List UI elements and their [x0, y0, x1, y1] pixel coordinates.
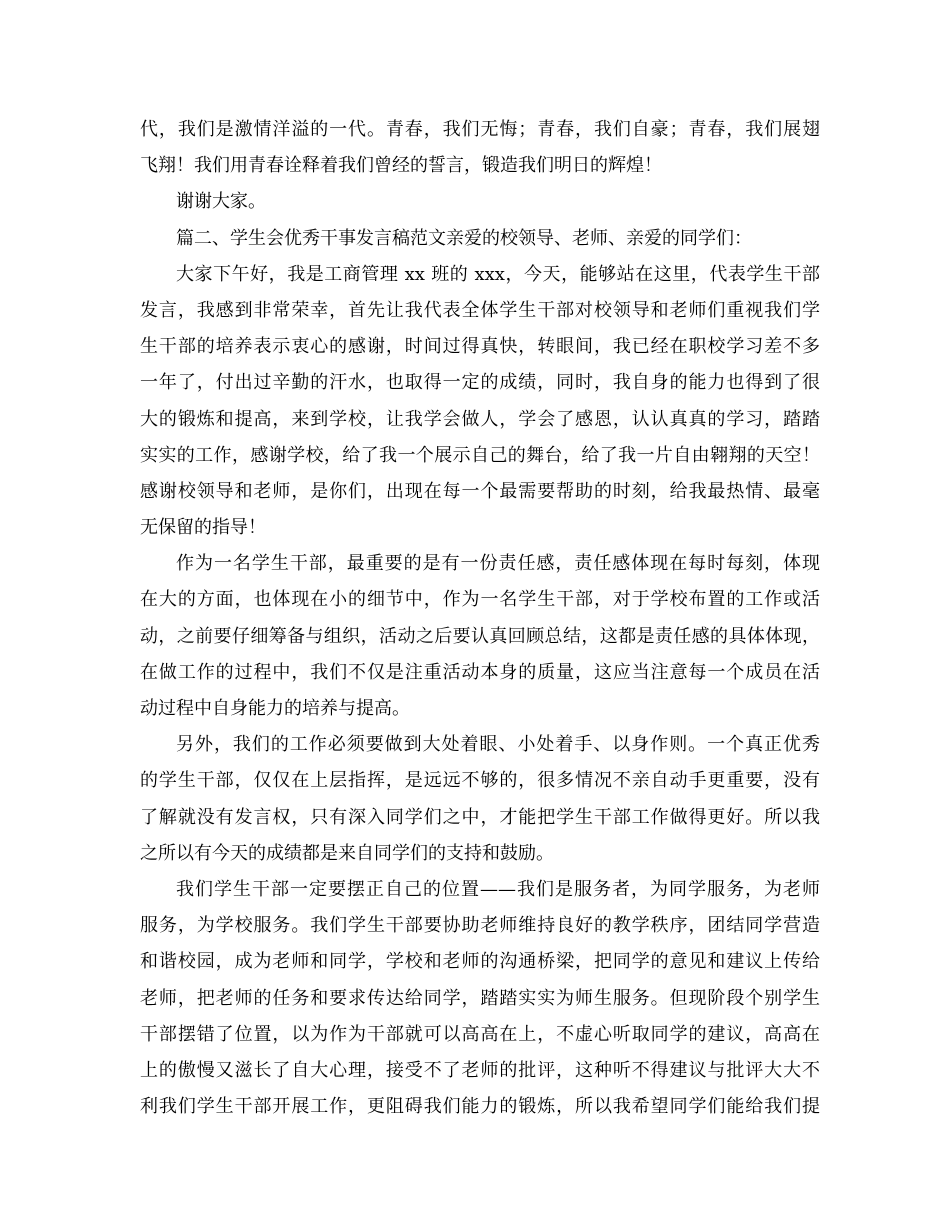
text-line: 老师，把老师的任务和要求传达给同学，踏踏实实为师生服务。但现阶段个别学生	[140, 987, 820, 1009]
text-line: 之所以有今天的成绩都是来自同学们的支持和鼓励。	[140, 842, 554, 864]
text-line: 谢谢大家。	[176, 191, 266, 213]
text-line: 一年了，付出过辛勤的汗水，也取得一定的成绩，同时，我自身的能力也得到了很	[140, 372, 820, 394]
text-line: 代，我们是激情洋溢的一代。青春，我们无悔；青春，我们自豪；青春，我们展翅	[140, 119, 820, 140]
text-line: 动过程中自身能力的培养与提高。	[140, 698, 410, 719]
text-line: 利我们学生干部开展工作，更阻碍我们能力的锻炼，所以我希望同学们能给我们提	[140, 1096, 820, 1118]
text-line: 在大的方面，也体现在小的细节中，作为一名学生干部，对于学校布置的工作或活	[140, 589, 820, 611]
text-line: 作为一名学生干部，最重要的是有一份责任感，责任感体现在每时每刻，体现	[176, 553, 820, 575]
text-line: 实实的工作，感谢学校，给了我一个展示自己的舞台，给了我一片自由翱翔的天空！	[140, 444, 820, 466]
text-line: 另外，我们的工作必须要做到大处着眼、小处着手、以身作则。一个真正优秀	[176, 734, 820, 756]
text-line: 在做工作的过程中，我们不仅是注重活动本身的质量，这应当注意每一个成员在活	[140, 661, 820, 683]
text-line: 感谢校领导和老师，是你们，出现在每一个最需要帮助的时刻，给我最热情、最毫	[140, 480, 820, 502]
text-line: 大的锻炼和提高，来到学校，让我学会做人，学会了感恩，认认真真的学习，踏踏	[140, 408, 820, 430]
text-line: 和谐校园，成为老师和同学，学校和老师的沟通桥梁，把同学的意见和建议上传给	[140, 951, 820, 973]
text-line: 干部摆错了位置，以为作为干部就可以高高在上，不虚心听取同学的建议，高高在	[140, 1023, 820, 1045]
text-line: 上的傲慢又滋长了自大心理，接受不了老师的批评，这种听不得建议与批评大大不	[140, 1059, 820, 1081]
text-line: 我们学生干部一定要摆正自己的位置——我们是服务者，为同学服务，为老师	[176, 878, 820, 900]
text-line: 发言，我感到非常荣幸，首先让我代表全体学生干部对校领导和老师们重视我们学	[140, 299, 820, 321]
text-line: 无保留的指导！	[140, 517, 266, 539]
text-line: 了解就没有发言权，只有深入同学们之中，才能把学生干部工作做得更好。所以我	[140, 806, 820, 828]
text-line: 动，之前要仔细筹备与组织，活动之后要认真回顾总结，这都是责任感的具体体现，	[140, 625, 820, 647]
text-line: 飞翔！我们用青春诠释着我们曾经的誓言，锻造我们明日的辉煌！	[140, 155, 662, 177]
section-heading: 篇二、学生会优秀干事发言稿范文亲爱的校领导、老师、亲爱的同学们：	[176, 227, 752, 249]
text-line: 大家下午好，我是工商管理 xx 班的 xxx，今天，能够站在这里，代表学生干部	[176, 263, 820, 285]
text-line: 的学生干部，仅仅在上层指挥，是远远不够的，很多情况不亲自动手更重要，没有	[140, 770, 820, 792]
document-page	[140, 112, 820, 1125]
text-line: 服务，为学校服务。我们学生干部要协助老师维持良好的教学秩序，团结同学营造	[140, 915, 820, 937]
text-line: 生干部的培养表示衷心的感谢，时间过得真快，转眼间，我已经在职校学习差不多	[140, 336, 820, 358]
